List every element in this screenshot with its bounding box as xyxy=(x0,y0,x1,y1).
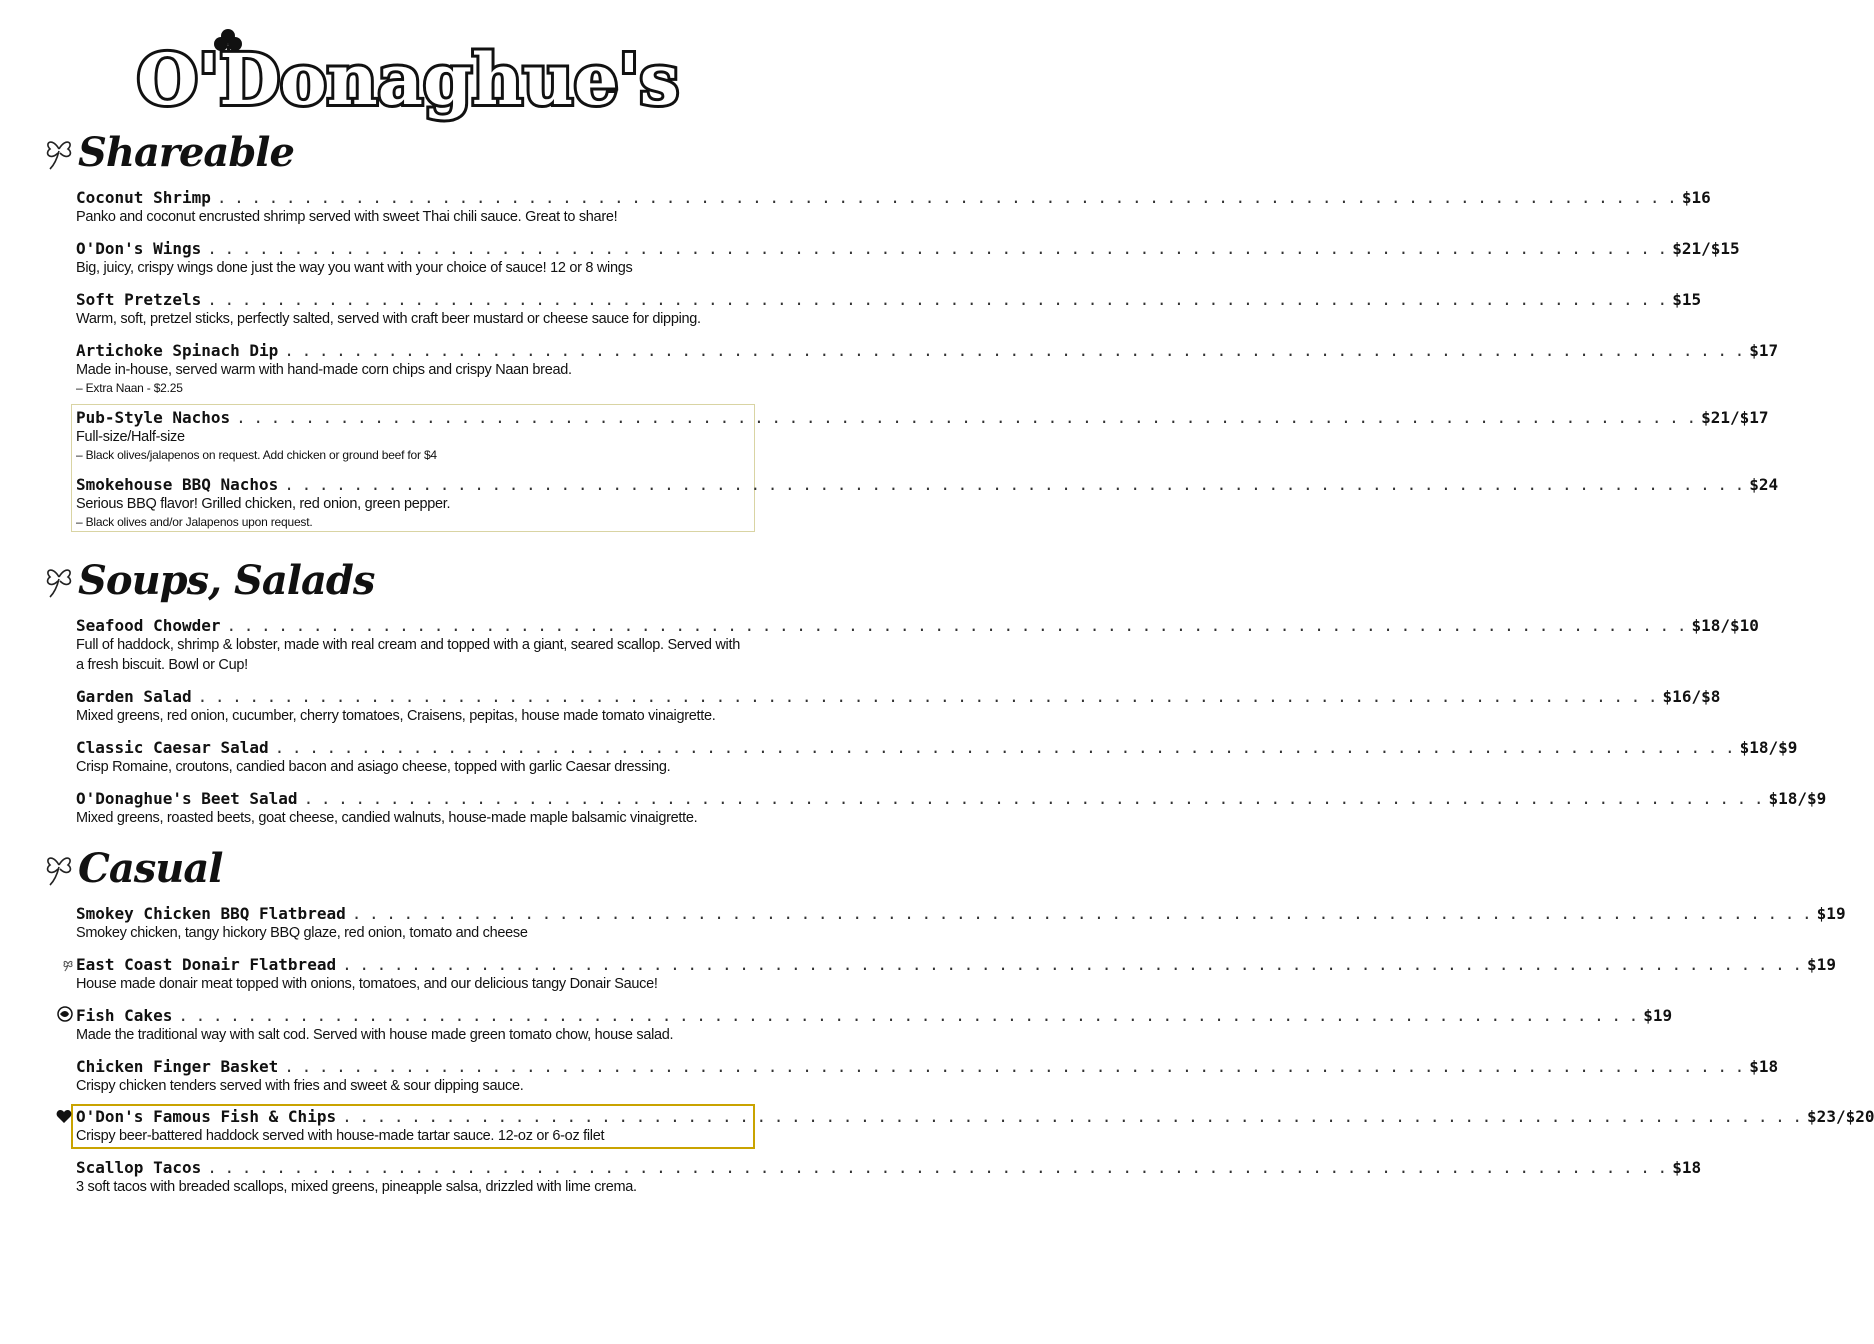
menu-item xyxy=(76,239,1740,278)
leader-dots xyxy=(207,1158,1666,1177)
item-name: Smokehouse BBQ Nachos xyxy=(76,475,279,494)
item-name: Fish Cakes xyxy=(76,1006,173,1025)
item-name: Pub-Style Nachos xyxy=(76,408,231,427)
shamrock-icon xyxy=(42,561,76,599)
item-note: – Black olives and/or Jalapenos upon request. xyxy=(76,515,313,529)
menu-item xyxy=(76,904,1846,943)
item-price: $18/$10 xyxy=(1691,616,1759,635)
leader-dots xyxy=(304,789,1763,808)
item-description: Full-size/Half-size xyxy=(76,429,185,445)
item-price: $19 xyxy=(1816,904,1846,923)
restaurant-logo xyxy=(0,22,816,122)
menu-item xyxy=(76,1006,1673,1045)
leader-dots xyxy=(207,290,1666,309)
item-name: O'Don's Wings xyxy=(76,239,202,258)
menu-item xyxy=(76,738,1798,777)
item-price: $18/$9 xyxy=(1768,789,1827,808)
item-name: Coconut Shrimp xyxy=(76,188,211,207)
item-name: East Coast Donair Flatbread xyxy=(76,955,337,974)
menu-item xyxy=(76,408,1769,463)
shamrock-icon xyxy=(42,849,76,887)
leader-dots xyxy=(275,738,1734,757)
item-description: Mixed greens, red onion, cucumber, cherry tomatoes, Craisens, pepitas, house made tomato vinaigrette. xyxy=(76,708,716,724)
leader-dots xyxy=(236,408,1695,427)
item-description: Serious BBQ flavor! Grilled chicken, red onion, green pepper. xyxy=(76,496,451,512)
menu-item xyxy=(76,188,1711,227)
item-price: $17 xyxy=(1749,341,1779,360)
item-price: $15 xyxy=(1672,290,1702,309)
item-price: $23/$20 xyxy=(1807,1107,1874,1126)
item-description: Panko and coconut encrusted shrimp served with sweet Thai chili sauce. Great to share! xyxy=(76,209,618,225)
item-description: 3 soft tacos with breaded scallops, mixed greens, pineapple salsa, drizzled with lime crema. xyxy=(76,1179,637,1195)
item-description: House made donair meat topped with onions, tomatoes, and our delicious tangy Donair Sauce! xyxy=(76,976,658,992)
menu-item xyxy=(76,687,1721,726)
item-note: – Black olives/jalapenos on request. Add chicken or ground beef for $4 xyxy=(76,448,437,462)
item-price: $21/$17 xyxy=(1701,408,1769,427)
menu-item xyxy=(76,341,1779,396)
item-description: Full of haddock, shrimp & lobster, made with real cream and topped with a giant, seared scallop. Served with a fresh biscuit. Bowl or Cup! xyxy=(76,637,740,673)
item-name: Garden Salad xyxy=(76,687,192,706)
heart-icon xyxy=(56,1108,72,1124)
item-description: Big, juicy, crispy wings done just the way you want with your choice of sauce! 12 or 8 wings xyxy=(76,260,633,276)
leader-dots xyxy=(284,475,1743,494)
leader-dots xyxy=(217,188,1676,207)
item-description: Crispy beer-battered haddock served with house-made tartar sauce. 12-oz or 6-oz filet xyxy=(76,1128,605,1144)
menu-item xyxy=(76,1107,1874,1146)
menu-item xyxy=(76,1057,1779,1096)
leader-dots xyxy=(352,904,1811,923)
leader-dots xyxy=(207,239,1666,258)
item-price: $19 xyxy=(1807,955,1836,974)
item-description: Made in-house, served warm with hand-made corn chips and crispy Naan bread. xyxy=(76,362,572,378)
item-price: $19 xyxy=(1643,1006,1673,1025)
leader-dots xyxy=(284,1057,1743,1076)
item-price: $21/$15 xyxy=(1672,239,1740,258)
shamrock-icon xyxy=(60,957,76,973)
item-price: $16 xyxy=(1681,188,1711,207)
shamrock-icon xyxy=(42,133,76,171)
item-description: Mixed greens, roasted beets, goat cheese, candied walnuts, house-made maple balsamic vinaigrette. xyxy=(76,810,698,826)
item-description: Crisp Romaine, croutons, candied bacon and asiago cheese, topped with garlic Caesar dressing. xyxy=(76,759,671,775)
item-name: Smokey Chicken BBQ Flatbread xyxy=(76,904,346,923)
item-price: $18 xyxy=(1749,1057,1779,1076)
item-description: Made the traditional way with salt cod. Served with house made green tomato chow, house salad. xyxy=(76,1027,674,1043)
item-description: Crispy chicken tenders served with fries and sweet & sour dipping sauce. xyxy=(76,1078,524,1094)
item-price: $18/$9 xyxy=(1739,738,1798,757)
fish-icon xyxy=(57,1006,73,1022)
item-note: – Extra Naan - $2.25 xyxy=(76,381,183,395)
leader-dots xyxy=(178,1006,1637,1025)
item-name: Artichoke Spinach Dip xyxy=(76,341,279,360)
leader-dots xyxy=(198,687,1657,706)
section-title-casual: Casual xyxy=(42,842,222,894)
menu-item xyxy=(76,290,1702,329)
menu-item xyxy=(76,475,1779,530)
item-name: O'Donaghue's Beet Salad xyxy=(76,789,298,808)
logo-wordmark xyxy=(136,22,680,122)
leader-dots xyxy=(284,341,1743,360)
leader-dots xyxy=(342,1107,1801,1126)
section-title-soups-salads: Soups, Salads xyxy=(42,554,374,606)
menu-item xyxy=(76,1158,1702,1197)
menu-item xyxy=(76,616,1759,675)
section-title-shareable: Shareable xyxy=(42,126,294,178)
item-name: Soft Pretzels xyxy=(76,290,202,309)
item-name: Scallop Tacos xyxy=(76,1158,202,1177)
item-price: $18 xyxy=(1672,1158,1702,1177)
leader-dots xyxy=(342,955,1801,974)
menu-item xyxy=(76,789,1827,828)
leader-dots xyxy=(227,616,1686,635)
logo-text: O'Donaghue's xyxy=(136,38,680,121)
item-price: $24 xyxy=(1749,475,1779,494)
menu-item xyxy=(76,955,1836,994)
item-name: Chicken Finger Basket xyxy=(76,1057,279,1076)
item-name: Classic Caesar Salad xyxy=(76,738,269,757)
item-name: Seafood Chowder xyxy=(76,616,221,635)
item-price: $16/$8 xyxy=(1662,687,1721,706)
item-description: Smokey chicken, tangy hickory BBQ glaze, red onion, tomato and cheese xyxy=(76,925,528,941)
item-name: O'Don's Famous Fish & Chips xyxy=(76,1107,337,1126)
item-description: Warm, soft, pretzel sticks, perfectly salted, served with craft beer mustard or cheese sauce for dipping. xyxy=(76,311,701,327)
